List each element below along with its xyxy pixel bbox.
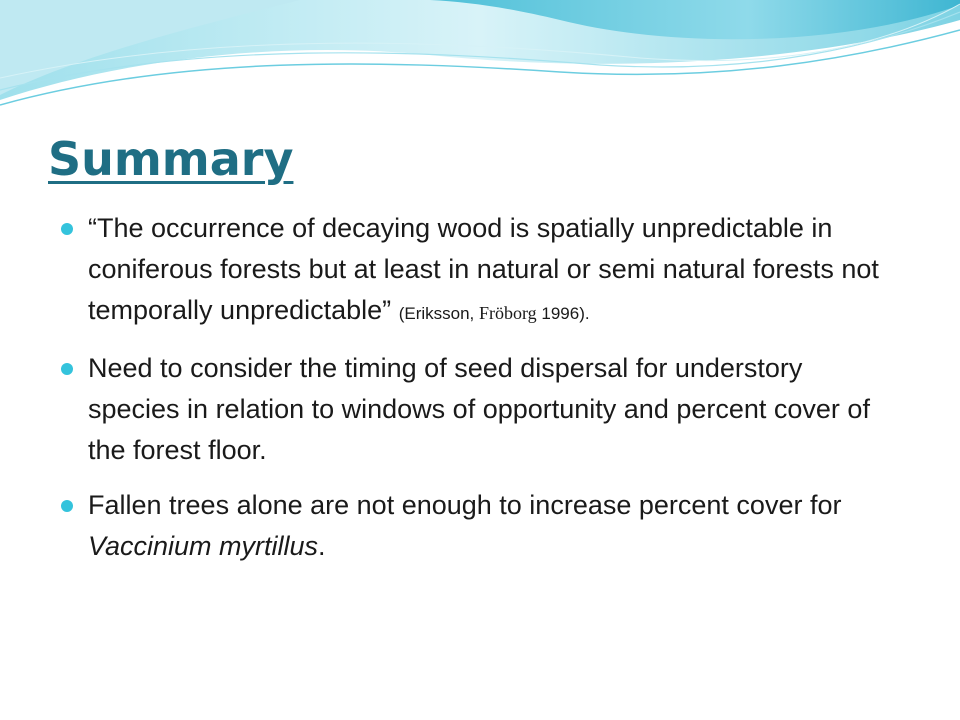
bullet-list bbox=[60, 208, 900, 581]
slide-title: Summary bbox=[48, 132, 294, 186]
bullet-item-seed-dispersal bbox=[60, 348, 900, 471]
header-wave-decoration bbox=[0, 0, 960, 120]
bullet-marker-icon bbox=[61, 500, 73, 512]
bullet-marker-icon bbox=[61, 223, 73, 235]
bullet-text-end: . bbox=[318, 531, 326, 561]
bullet-text-start: Fallen trees alone are not enough to increase percent cover for bbox=[88, 490, 842, 520]
species-name: Vaccinium myrtillus bbox=[88, 531, 319, 561]
citation-close: 1996). bbox=[536, 304, 590, 323]
bullet-item-decaying-wood-quote bbox=[60, 208, 900, 334]
bullet-marker-icon bbox=[61, 363, 73, 375]
citation-open: (Eriksson, bbox=[398, 304, 479, 323]
citation bbox=[399, 304, 590, 323]
bullet-item-fallen-trees bbox=[60, 485, 900, 567]
quote-text: “The occurrence of decaying wood is spatially unpredictable in coniferous forests but at least in natural or semi natural forests not temporally unpredictable” bbox=[88, 213, 879, 325]
bullet-text: Need to consider the timing of seed dispersal for understory species in relation to windows of opportunity and percent cover of the forest floor. bbox=[88, 353, 870, 465]
citation-author: Fröborg bbox=[478, 303, 537, 323]
